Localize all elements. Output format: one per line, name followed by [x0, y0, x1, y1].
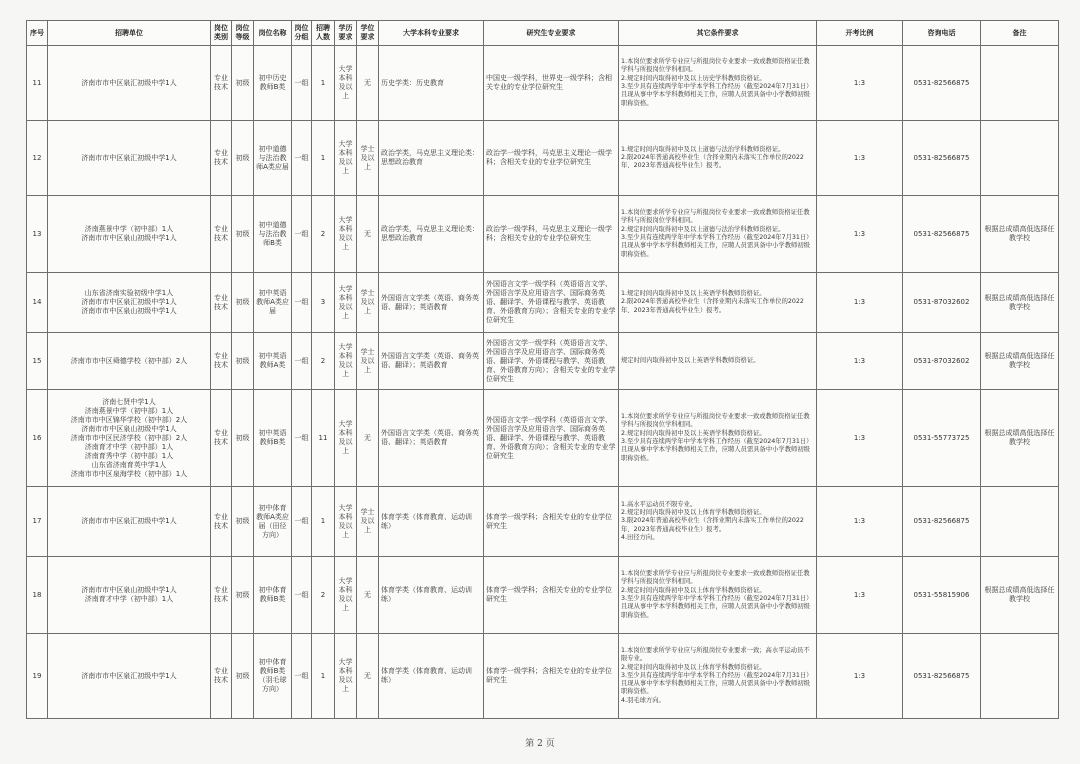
row-number: 18 — [27, 557, 48, 634]
degree-requirement: 无 — [357, 196, 379, 273]
undergrad-major: 体育学类（体育教育、运动训练） — [379, 634, 484, 719]
row-number: 15 — [27, 333, 48, 390]
table-row — [27, 634, 1059, 719]
hire-count: 1 — [312, 634, 335, 719]
other-conditions: 规定时间内取得初中及以上英语学科教师资格证。 — [619, 333, 817, 390]
exam-ratio: 1:3 — [817, 487, 903, 557]
row-number: 19 — [27, 634, 48, 719]
grad-major: 外国语言文学一级学科（英语语言文学、外国语言学及应用语言学、国际商务英语、翻译学、外语课程与教学、英语教育、外语教育方向）；含相关专业的专业学位研究生 — [484, 273, 619, 333]
post-grade: 初级 — [232, 333, 254, 390]
hire-count: 2 — [312, 196, 335, 273]
table-row — [27, 196, 1059, 273]
degree-requirement: 无 — [357, 46, 379, 121]
post-category: 专业技术 — [211, 333, 232, 390]
other-conditions: 1.本岗位要求所学专业应与所报岗位专业要求一致或教师资格证任教学科与所报岗位学科相同。 2.规定时间内取得初中及以上历史学科教师资格证。 3.至少具有连续两学年中学本学科工作经历（截至2024年7月31日）且现从事中学本学科教师相关工作，应聘人员需具备中小学教师初级职称资格。 — [619, 46, 817, 121]
col-header-grad: 研究生专业要求 — [484, 21, 619, 46]
remark — [981, 121, 1059, 196]
education-requirement: 大学本科及以上 — [335, 273, 357, 333]
contact-phone: 0531-55815906 — [903, 557, 981, 634]
other-conditions: 1.本岗位要求所学专业应与所报岗位专业要求一致或教师资格证任教学科与所报岗位学科相同。 2.规定时间内取得初中及以上英语学科教师资格证。 3.至少具有连续两学年中学本学科工作经历（截至2024年7月31日）且现从事中学本学科教师相关工作，应聘人员需具备中小学教师初级职称资格。 — [619, 390, 817, 487]
post-category: 专业技术 — [211, 46, 232, 121]
post-group: 一组 — [292, 634, 312, 719]
col-header-phone: 咨询电话 — [903, 21, 981, 46]
grad-major: 中国史一级学科，世界史一级学科；含相关专业的专业学位研究生 — [484, 46, 619, 121]
remark: 根据总成绩高低选择任教学校 — [981, 333, 1059, 390]
hiring-unit: 山东省济南实验初级中学1人 济南市市中区泉汇初级中学1人 济南市市中区泉山初级中学1人 — [48, 273, 211, 333]
recruitment-table — [26, 20, 1059, 719]
other-conditions: 1.高水平运动员不限专业。 2.规定时间内取得初中及以上体育学科教师资格证。 3.限2024年普通高校毕业生（含择业期内未落实工作单位的2022年、2023年普通高校毕业生）报考。 4.田径方向。 — [619, 487, 817, 557]
remark: 根据总成绩高低选择任教学校 — [981, 390, 1059, 487]
post-name: 初中体育教师B类（羽毛球方向） — [254, 634, 292, 719]
post-group: 一组 — [292, 196, 312, 273]
col-header-undergrad: 大学本科专业要求 — [379, 21, 484, 46]
post-group: 一组 — [292, 121, 312, 196]
education-requirement: 大学本科及以上 — [335, 121, 357, 196]
degree-requirement: 学士及以上 — [357, 333, 379, 390]
hiring-unit: 济南市市中区泉汇初级中学1人 — [48, 121, 211, 196]
table-row — [27, 121, 1059, 196]
row-number: 17 — [27, 487, 48, 557]
post-grade: 初级 — [232, 390, 254, 487]
undergrad-major: 政治学类，马克思主义理论类：思想政治教育 — [379, 196, 484, 273]
exam-ratio: 1:3 — [817, 273, 903, 333]
post-category: 专业技术 — [211, 390, 232, 487]
post-group: 一组 — [292, 46, 312, 121]
table-body — [27, 46, 1059, 719]
remark: 根据总成绩高低选择任教学校 — [981, 273, 1059, 333]
row-number: 13 — [27, 196, 48, 273]
remark — [981, 634, 1059, 719]
post-group: 一组 — [292, 487, 312, 557]
post-name: 初中体育教师B类 — [254, 557, 292, 634]
degree-requirement: 无 — [357, 390, 379, 487]
degree-requirement: 无 — [357, 634, 379, 719]
exam-ratio: 1:3 — [817, 333, 903, 390]
table-row — [27, 557, 1059, 634]
post-name: 初中道德与法治教师A类应届 — [254, 121, 292, 196]
hiring-unit: 济南市市中区泉汇初级中学1人 — [48, 487, 211, 557]
exam-ratio: 1:3 — [817, 196, 903, 273]
post-grade: 初级 — [232, 273, 254, 333]
post-group: 一组 — [292, 333, 312, 390]
post-name: 初中英语教师B类 — [254, 390, 292, 487]
hire-count: 11 — [312, 390, 335, 487]
hiring-unit: 济南七贤中学1人 济南燕景中学（初中部）1人 济南市市中区锦华学校（初中部）2人 济南市市中区泉山初级中学1人 济南市市中区民济学校（初中部）2人 济南育才中学（初中部）1人 济南育秀中学（初中部）1人 山东省济南育英中学1人 济南市市中区泉海学校（初中部）1人 — [48, 390, 211, 487]
hire-count: 2 — [312, 557, 335, 634]
education-requirement: 大学本科及以上 — [335, 390, 357, 487]
post-grade: 初级 — [232, 487, 254, 557]
education-requirement: 大学本科及以上 — [335, 196, 357, 273]
post-group: 一组 — [292, 390, 312, 487]
post-grade: 初级 — [232, 196, 254, 273]
contact-phone: 0531-82566875 — [903, 121, 981, 196]
hire-count: 2 — [312, 333, 335, 390]
table-row — [27, 390, 1059, 487]
post-grade: 初级 — [232, 557, 254, 634]
contact-phone: 0531-82566875 — [903, 196, 981, 273]
col-header-category: 岗位类别 — [211, 21, 232, 46]
post-category: 专业技术 — [211, 487, 232, 557]
post-group: 一组 — [292, 557, 312, 634]
hiring-unit: 济南市市中区泉汇初级中学1人 — [48, 46, 211, 121]
exam-ratio: 1:3 — [817, 557, 903, 634]
grad-major: 政治学一级学科，马克思主义理论一级学科；含相关专业的专业学位研究生 — [484, 196, 619, 273]
col-header-post: 岗位名称 — [254, 21, 292, 46]
col-header-remark: 备注 — [981, 21, 1059, 46]
education-requirement: 大学本科及以上 — [335, 634, 357, 719]
col-header-other: 其它条件要求 — [619, 21, 817, 46]
post-category: 专业技术 — [211, 121, 232, 196]
hire-count: 3 — [312, 273, 335, 333]
post-name: 初中英语教师A类应届 — [254, 273, 292, 333]
post-name: 初中道德与法治教师B类 — [254, 196, 292, 273]
contact-phone: 0531-82566875 — [903, 487, 981, 557]
grad-major: 体育学一级学科；含相关专业的专业学位研究生 — [484, 634, 619, 719]
col-header-no: 序号 — [27, 21, 48, 46]
education-requirement: 大学本科及以上 — [335, 487, 357, 557]
col-header-education: 学历要求 — [335, 21, 357, 46]
grad-major: 外国语言文学一级学科（英语语言文学、外国语言学及应用语言学、国际商务英语、翻译学、外语课程与教学、英语教育、外语教育方向）；含相关专业的专业学位研究生 — [484, 333, 619, 390]
hiring-unit: 济南市市中区泉山初级中学1人 济南育才中学（初中部）1人 — [48, 557, 211, 634]
table-header-row — [27, 21, 1059, 46]
post-category: 专业技术 — [211, 634, 232, 719]
post-grade: 初级 — [232, 634, 254, 719]
page-number: 第 2 页 — [525, 739, 555, 749]
col-header-group: 岗位分组 — [292, 21, 312, 46]
contact-phone: 0531-87032602 — [903, 333, 981, 390]
row-number: 16 — [27, 390, 48, 487]
post-name: 初中体育教师A类应届（田径方向） — [254, 487, 292, 557]
table-row — [27, 273, 1059, 333]
col-header-unit: 招聘单位 — [48, 21, 211, 46]
undergrad-major: 外国语言文学类（英语、商务英语、翻译）；英语教育 — [379, 333, 484, 390]
col-header-degree: 学位要求 — [357, 21, 379, 46]
hire-count: 1 — [312, 121, 335, 196]
other-conditions: 1.规定时间内取得初中及以上道德与法治学科教师资格证。 2.限2024年普通高校毕业生（含择业期内未落实工作单位的2022年、2023年普通高校毕业生）报考。 — [619, 121, 817, 196]
post-category: 专业技术 — [211, 557, 232, 634]
undergrad-major: 体育学类（体育教育、运动训练） — [379, 557, 484, 634]
other-conditions: 1.本岗位要求所学专业应与所报岗位专业要求一致；高水平运动员不限专业。 2.规定时间内取得初中及以上体育学科教师资格证。 3.至少具有连续两学年中学本学科工作经历（截至2024年7月31日）且现从事中学本学科教师相关工作，应聘人员需具备中小学教师初级职称资格。 4.羽毛球方向。 — [619, 634, 817, 719]
grad-major: 体育学一级学科；含相关专业的专业学位研究生 — [484, 557, 619, 634]
hiring-unit: 济南燕景中学（初中部）1人 济南市市中区泉山初级中学1人 — [48, 196, 211, 273]
contact-phone: 0531-82566875 — [903, 634, 981, 719]
exam-ratio: 1:3 — [817, 634, 903, 719]
table-row — [27, 46, 1059, 121]
post-name: 初中历史教师B类 — [254, 46, 292, 121]
contact-phone: 0531-87032602 — [903, 273, 981, 333]
post-name: 初中英语教师A类 — [254, 333, 292, 390]
col-header-ratio: 开考比例 — [817, 21, 903, 46]
post-category: 专业技术 — [211, 273, 232, 333]
table-row — [27, 333, 1059, 390]
contact-phone: 0531-55773725 — [903, 390, 981, 487]
row-number: 14 — [27, 273, 48, 333]
contact-phone: 0531-82566875 — [903, 46, 981, 121]
education-requirement: 大学本科及以上 — [335, 557, 357, 634]
table-row — [27, 487, 1059, 557]
undergrad-major: 历史学类：历史教育 — [379, 46, 484, 121]
other-conditions: 1.本岗位要求所学专业应与所报岗位专业要求一致或教师资格证任教学科与所报岗位学科相同。 2.规定时间内取得初中及以上道德与法治学科教师资格证。 3.至少具有连续两学年中学本学科工作经历（截至2024年7月31日）且现从事中学本学科教师相关工作，应聘人员需具备中小学教师初级职称资格。 — [619, 196, 817, 273]
hire-count: 1 — [312, 487, 335, 557]
exam-ratio: 1:3 — [817, 390, 903, 487]
degree-requirement: 无 — [357, 557, 379, 634]
exam-ratio: 1:3 — [817, 46, 903, 121]
col-header-grade: 岗位等级 — [232, 21, 254, 46]
remark — [981, 487, 1059, 557]
remark: 根据总成绩高低选择任教学校 — [981, 557, 1059, 634]
undergrad-major: 外国语言文学类（英语、商务英语、翻译）；英语教育 — [379, 273, 484, 333]
degree-requirement: 学士及以上 — [357, 273, 379, 333]
post-group: 一组 — [292, 273, 312, 333]
remark: 根据总成绩高低选择任教学校 — [981, 196, 1059, 273]
col-header-count: 招聘人数 — [312, 21, 335, 46]
other-conditions: 1.本岗位要求所学专业应与所报岗位专业要求一致或教师资格证任教学科与所报岗位学科相同。 2.规定时间内取得初中及以上体育学科教师资格证。 3.至少具有连续两学年中学本学科工作经历（截至2024年7月31日）且现从事中学本学科教师相关工作，应聘人员需具备中小学教师初级职称资格。 — [619, 557, 817, 634]
hire-count: 1 — [312, 46, 335, 121]
exam-ratio: 1:3 — [817, 121, 903, 196]
degree-requirement: 学士及以上 — [357, 121, 379, 196]
row-number: 12 — [27, 121, 48, 196]
post-grade: 初级 — [232, 46, 254, 121]
grad-major: 体育学一级学科；含相关专业的专业学位研究生 — [484, 487, 619, 557]
post-category: 专业技术 — [211, 196, 232, 273]
post-grade: 初级 — [232, 121, 254, 196]
education-requirement: 大学本科及以上 — [335, 333, 357, 390]
hiring-unit: 济南市市中区泉汇初级中学1人 — [48, 634, 211, 719]
grad-major: 政治学一级学科，马克思主义理论一级学科；含相关专业的专业学位研究生 — [484, 121, 619, 196]
undergrad-major: 体育学类（体育教育、运动训练） — [379, 487, 484, 557]
row-number: 11 — [27, 46, 48, 121]
grad-major: 外国语言文学一级学科（英语语言文学、外国语言学及应用语言学、国际商务英语、翻译学、外语课程与教学、英语教育、外语教育方向）；含相关专业的专业学位研究生 — [484, 390, 619, 487]
undergrad-major: 政治学类，马克思主义理论类：思想政治教育 — [379, 121, 484, 196]
hiring-unit: 济南市市中区舜德学校（初中部）2人 — [48, 333, 211, 390]
degree-requirement: 学士及以上 — [357, 487, 379, 557]
other-conditions: 1.规定时间内取得初中及以上英语学科教师资格证。 2.限2024年普通高校毕业生（含择业期内未落实工作单位的2022年、2023年普通高校毕业生）报考。 — [619, 273, 817, 333]
education-requirement: 大学本科及以上 — [335, 46, 357, 121]
undergrad-major: 外国语言文学类（英语、商务英语、翻译）；英语教育 — [379, 390, 484, 487]
remark — [981, 46, 1059, 121]
